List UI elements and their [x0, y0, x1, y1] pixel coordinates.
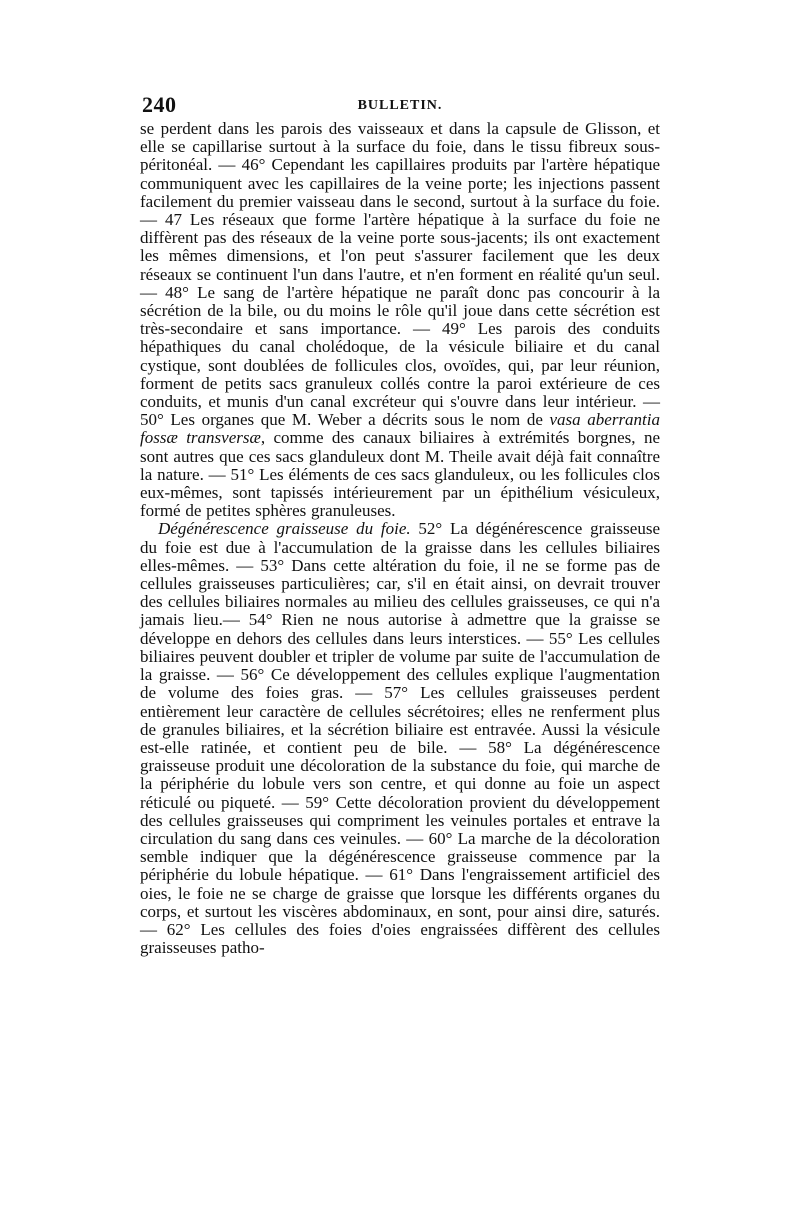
paragraph-text: 52° La dégénérescence graisseuse du foie est due à l'accumulation de la graisse dans les cellules biliaires elles-mêmes. — 53° Dans cette altération du foie, il ne se forme pas de cellules graisseuses particulières; car, s'il en était ainsi, on devrait trouver des cellules biliaires normales au milieu des cellules graisseuses, ce qui n'a jamais lieu.— 54° Rien ne nous autorise à admettre que la graisse se développe en dehors des cellules dans leurs interstices. — 55° Les cellules biliaires peuvent doubler et tripler de volume par suite de l'accumulation de la graisse. — 56° Ce développement des cellules explique l'augmentation de volume des foies gras. — 57° Les cellules graisseuses perdent entièrement leur caractère de cellules sécrétoires; elles ne renferment plus de granules biliaires, et la sécrétion biliaire est entravée. Aussi la vésicule est-elle ratinée, et contient peu de bile. — 58° La dégénérescence graisseuse produit une décoloration de la substance du foie, qui marche de la périphérie du lobule vers son centre, et qui donne au foie un aspect réticulé ou piqueté. — 59° Cette décoloration provient du développement des cellules graisseuses qui compriment les veinules portales et entrave la circulation du sang dans ces veinules. — 60° La marche de la décoloration semble indiquer que la dégénérescence graisseuse commence par la périphérie du lobule hépatique. — 61° Dans l'engraissement artificiel des oies, le foie ne se charge de graisse que lorsque les différents organes du corps, et surtout les viscères abdominaux, en sont, pour ainsi dire, saturés. — 62° Les cellules des foies d'oies engraissées diffèrent des cellules graisseuses patho-: [140, 519, 660, 958]
paragraph-text-continued: , comme des canaux biliaires à extrémités borgnes, ne sont autres que ces sacs glanduleux dont M. Theile avait déjà fait connaître la nature. — 51° Les éléments de ces sacs glanduleux, ou les follicules clos eux-mêmes, sont tapissés intérieurement par un épithélium vésiculeux, formé de petites sphères granuleuses.: [140, 428, 660, 521]
latin-term: vasa aberrantia fossæ transversæ: [140, 410, 661, 448]
running-title: BULLETIN.: [357, 98, 443, 113]
body-text: [140, 120, 660, 957]
book-page: [140, 92, 660, 957]
page-number: 240: [142, 92, 177, 117]
section-heading: Dégénérescence graisseuse du foie.: [158, 519, 411, 539]
paragraph-findings-vessels: [140, 120, 660, 520]
paragraph-fatty-degeneration: [140, 520, 660, 957]
page-header: [140, 92, 660, 118]
paragraph-text: se perdent dans les parois des vaisseaux et dans la capsule de Glisson, et elle se capillarise surtout à la surface du foie, dans le tissu fibreux sous-péritonéal. — 46° Cependant les capillaires produits par l'artère hépatique communiquent avec les capillaires de la veine porte; les injections passent facilement du premier vaisseau dans le second, surtout à la surface du foie. — 47 Les réseaux que forme l'artère hépatique à la surface du foie ne diffèrent pas des réseaux de la veine porte sous-jacents; ils ont exactement les mêmes dimensions, et l'on peut s'assurer facilement que les deux réseaux se continuent l'un dans l'autre, et n'en forment en réalité qu'un seul. — 48° Le sang de l'artère hépatique ne paraît donc pas concourir à la sécrétion de la bile, ou du moins le rôle qu'il joue dans cette sécrétion est très-secondaire et sans importance. — 49° Les parois des conduits hépathiques du canal cholédoque, de la vésicule biliaire et du canal cystique, sont doublées de follicules clos, ovoïdes, qui, par leur réunion, forment de petits sacs granuleux collés contre la paroi extérieure de ces conduits, et munis d'un canal excréteur qui s'ouvre dans leur intérieur. — 50° Les organes que M. Weber a décrits sous le nom de: [140, 119, 660, 430]
